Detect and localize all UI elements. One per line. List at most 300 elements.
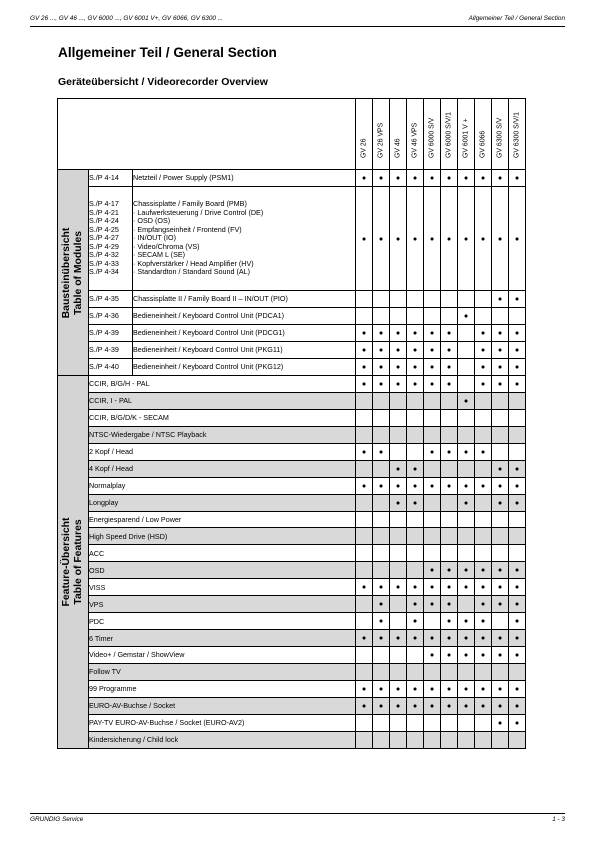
feature-label: CCIR, B/G/D/K - SECAM <box>89 409 356 426</box>
dot-mark: ● <box>441 596 458 613</box>
dot-mark: ● <box>407 359 424 376</box>
module-page-ref <box>89 291 133 308</box>
feature-row <box>58 528 526 545</box>
empty-mark <box>424 731 441 748</box>
feature-label: Video+ / Gemstar / ShowView <box>89 647 356 664</box>
empty-mark <box>492 511 509 528</box>
empty-mark <box>458 714 475 731</box>
dot-mark: ● <box>475 170 492 187</box>
dot-mark: ● <box>509 291 526 308</box>
empty-mark <box>509 545 526 562</box>
dot-mark: ● <box>509 359 526 376</box>
description-line: · Video/Chroma (VS) <box>133 241 200 251</box>
dot-mark: ● <box>492 579 509 596</box>
dot-mark: ● <box>492 494 509 511</box>
page-title: Allgemeiner Teil / General Section <box>58 45 277 60</box>
empty-mark <box>356 291 373 308</box>
dot-mark: ● <box>458 613 475 630</box>
module-row <box>58 325 526 342</box>
dot-mark: ● <box>509 376 526 393</box>
dot-mark: ● <box>458 308 475 325</box>
empty-mark <box>458 545 475 562</box>
dot-mark: ● <box>492 376 509 393</box>
dot-mark: ● <box>390 460 407 477</box>
empty-mark <box>407 545 424 562</box>
empty-mark <box>390 443 407 460</box>
dot-mark: ● <box>458 187 475 291</box>
feature-label: EURO-AV-Buchse / Socket <box>89 697 356 714</box>
dot-mark: ● <box>458 392 475 409</box>
dot-mark: ● <box>492 697 509 714</box>
empty-mark <box>458 342 475 359</box>
dot-mark: ● <box>441 187 458 291</box>
empty-mark <box>475 511 492 528</box>
empty-mark <box>407 562 424 579</box>
empty-mark <box>390 613 407 630</box>
dot-mark: ● <box>390 477 407 494</box>
description-line: Bedieneinheit / Keyboard Control Unit (PKG11) <box>133 344 283 354</box>
empty-mark <box>458 596 475 613</box>
dot-mark: ● <box>424 477 441 494</box>
page-ref-line: S./P 4-29 <box>89 241 119 251</box>
feature-label: ACC <box>89 545 356 562</box>
feature-label: VISS <box>89 579 356 596</box>
dot-mark: ● <box>441 579 458 596</box>
empty-mark <box>475 308 492 325</box>
empty-mark <box>458 291 475 308</box>
empty-mark <box>509 663 526 680</box>
empty-mark <box>390 511 407 528</box>
feature-row <box>58 511 526 528</box>
model-header-row <box>58 99 526 170</box>
feature-row <box>58 579 526 596</box>
empty-mark <box>407 409 424 426</box>
page-ref-line: S./P 4-21 <box>89 207 119 217</box>
dot-mark: ● <box>509 460 526 477</box>
dot-mark: ● <box>492 291 509 308</box>
empty-mark <box>356 647 373 664</box>
empty-mark <box>356 426 373 443</box>
module-page-ref <box>89 308 133 325</box>
page-header <box>30 14 565 27</box>
description-line: Bedieneinheit / Keyboard Control Unit (PDCA1) <box>133 310 285 320</box>
empty-mark <box>492 663 509 680</box>
empty-mark <box>424 613 441 630</box>
dot-mark: ● <box>441 325 458 342</box>
dot-mark: ● <box>356 359 373 376</box>
dot-mark: ● <box>373 680 390 697</box>
description-line: · Empfangseinheit / Frontend (FV) <box>133 224 242 234</box>
dot-mark: ● <box>441 562 458 579</box>
dot-mark: ● <box>492 325 509 342</box>
feature-row <box>58 596 526 613</box>
dot-mark: ● <box>492 460 509 477</box>
dot-mark: ● <box>407 596 424 613</box>
header-blank <box>58 99 356 170</box>
empty-mark <box>492 528 509 545</box>
page-ref-line: S./P 4-24 <box>89 216 119 226</box>
page-ref-line: S./P 4-14 <box>89 172 119 182</box>
empty-mark <box>356 308 373 325</box>
empty-mark <box>441 308 458 325</box>
header-section: Allgemeiner Teil / General Section <box>468 15 565 22</box>
empty-mark <box>458 376 475 393</box>
empty-mark <box>373 308 390 325</box>
module-description <box>133 342 356 359</box>
feature-row <box>58 477 526 494</box>
empty-mark <box>407 443 424 460</box>
feature-label: PDC <box>89 613 356 630</box>
dot-mark: ● <box>492 170 509 187</box>
dot-mark: ● <box>475 613 492 630</box>
dot-mark: ● <box>407 494 424 511</box>
dot-mark: ● <box>424 342 441 359</box>
dot-mark: ● <box>390 376 407 393</box>
dot-mark: ● <box>509 613 526 630</box>
empty-mark <box>441 460 458 477</box>
dot-mark: ● <box>458 697 475 714</box>
empty-mark <box>441 528 458 545</box>
model-header <box>509 99 526 170</box>
module-description <box>133 308 356 325</box>
feature-label: CCIR, B/G/H - PAL <box>89 376 356 393</box>
dot-mark: ● <box>441 170 458 187</box>
dot-mark: ● <box>407 680 424 697</box>
empty-mark <box>475 392 492 409</box>
dot-mark: ● <box>492 562 509 579</box>
dot-mark: ● <box>373 579 390 596</box>
model-header <box>492 99 509 170</box>
dot-mark: ● <box>509 630 526 647</box>
empty-mark <box>509 308 526 325</box>
page-ref-line: S./P 4-40 <box>89 361 119 371</box>
feature-row <box>58 392 526 409</box>
feature-row <box>58 494 526 511</box>
model-header <box>458 99 475 170</box>
feature-label: 99 Programme <box>89 680 356 697</box>
empty-mark <box>458 663 475 680</box>
empty-mark <box>475 409 492 426</box>
model-name: GV 26 VPS <box>377 122 385 158</box>
empty-mark <box>458 426 475 443</box>
empty-mark <box>424 663 441 680</box>
section-label-features <box>58 376 89 749</box>
empty-mark <box>373 426 390 443</box>
model-name: GV 26 <box>360 138 368 158</box>
dot-mark: ● <box>492 596 509 613</box>
dot-mark: ● <box>424 596 441 613</box>
empty-mark <box>356 562 373 579</box>
dot-mark: ● <box>492 630 509 647</box>
empty-mark <box>458 460 475 477</box>
module-page-ref <box>89 342 133 359</box>
model-name: GV 6000 S/V <box>428 117 436 158</box>
dot-mark: ● <box>441 443 458 460</box>
empty-mark <box>492 308 509 325</box>
model-header <box>407 99 424 170</box>
model-header <box>390 99 407 170</box>
feature-row <box>58 663 526 680</box>
dot-mark: ● <box>475 630 492 647</box>
empty-mark <box>373 545 390 562</box>
description-line: Netzteil / Power Supply (PSM1) <box>133 172 234 182</box>
description-line: Chassisplatte II / Family Board II – IN/OUT (PIO) <box>133 293 288 303</box>
empty-mark <box>458 511 475 528</box>
dot-mark: ● <box>356 325 373 342</box>
dot-mark: ● <box>441 477 458 494</box>
dot-mark: ● <box>441 342 458 359</box>
dot-mark: ● <box>390 359 407 376</box>
empty-mark <box>407 308 424 325</box>
model-name: GV 6066 <box>479 130 487 158</box>
page-ref-line: S./P 4-39 <box>89 344 119 354</box>
dot-mark: ● <box>475 376 492 393</box>
model-name: GV 6000 S/V/1 <box>445 112 453 158</box>
module-description <box>133 325 356 342</box>
feature-row <box>58 460 526 477</box>
dot-mark: ● <box>424 680 441 697</box>
empty-mark <box>356 460 373 477</box>
empty-mark <box>356 409 373 426</box>
dot-mark: ● <box>407 613 424 630</box>
dot-mark: ● <box>407 630 424 647</box>
dot-mark: ● <box>407 342 424 359</box>
dot-mark: ● <box>424 170 441 187</box>
empty-mark <box>441 291 458 308</box>
empty-mark <box>424 392 441 409</box>
dot-mark: ● <box>441 680 458 697</box>
empty-mark <box>390 596 407 613</box>
dot-mark: ● <box>509 647 526 664</box>
dot-mark: ● <box>356 187 373 291</box>
empty-mark <box>492 545 509 562</box>
empty-mark <box>509 731 526 748</box>
empty-mark <box>407 291 424 308</box>
empty-mark <box>509 511 526 528</box>
dot-mark: ● <box>492 187 509 291</box>
dot-mark: ● <box>424 630 441 647</box>
empty-mark <box>356 392 373 409</box>
page-ref-line: S./P 4-34 <box>89 267 119 277</box>
empty-mark <box>492 409 509 426</box>
dot-mark: ● <box>373 477 390 494</box>
section-title-line1: Bausteinübersicht <box>61 227 72 318</box>
dot-mark: ● <box>458 170 475 187</box>
feature-row <box>58 630 526 647</box>
page-footer <box>30 813 565 823</box>
footer-page-number: 1 - 3 <box>552 816 565 823</box>
empty-mark <box>407 511 424 528</box>
footer-company: GRUNDIG Service <box>30 816 84 823</box>
module-row <box>58 170 526 187</box>
dot-mark: ● <box>390 325 407 342</box>
empty-mark <box>441 663 458 680</box>
dot-mark: ● <box>492 680 509 697</box>
dot-mark: ● <box>492 477 509 494</box>
dot-mark: ● <box>475 187 492 291</box>
dot-mark: ● <box>475 477 492 494</box>
dot-mark: ● <box>373 359 390 376</box>
description-line: · SECAM L (SE) <box>133 250 186 260</box>
model-name: GV 6001 V + <box>462 118 470 158</box>
empty-mark <box>441 494 458 511</box>
overview-table <box>57 98 526 749</box>
empty-mark <box>475 528 492 545</box>
dot-mark: ● <box>492 359 509 376</box>
empty-mark <box>509 409 526 426</box>
empty-mark <box>441 731 458 748</box>
dot-mark: ● <box>424 443 441 460</box>
empty-mark <box>390 731 407 748</box>
model-name: GV 6300 S/V/1 <box>513 112 521 158</box>
empty-mark <box>441 426 458 443</box>
dot-mark: ● <box>458 630 475 647</box>
dot-mark: ● <box>407 187 424 291</box>
dot-mark: ● <box>441 359 458 376</box>
module-description <box>133 187 356 291</box>
module-row <box>58 359 526 376</box>
feature-label: 4 Kopf / Head <box>89 460 356 477</box>
dot-mark: ● <box>373 325 390 342</box>
dot-mark: ● <box>373 443 390 460</box>
page-ref-line: S./P 4-25 <box>89 224 119 234</box>
module-description <box>133 170 356 187</box>
empty-mark <box>373 409 390 426</box>
page-ref-line: S./P 4-17 <box>89 199 119 209</box>
empty-mark <box>458 325 475 342</box>
empty-mark <box>390 291 407 308</box>
description-line: · Kopfverstärker / Head Amplifier (HV) <box>133 258 254 268</box>
feature-row <box>58 376 526 393</box>
dot-mark: ● <box>509 477 526 494</box>
dot-mark: ● <box>509 342 526 359</box>
empty-mark <box>441 714 458 731</box>
empty-mark <box>492 613 509 630</box>
dot-mark: ● <box>441 376 458 393</box>
empty-mark <box>458 359 475 376</box>
empty-mark <box>424 714 441 731</box>
dot-mark: ● <box>373 187 390 291</box>
feature-row <box>58 613 526 630</box>
empty-mark <box>373 392 390 409</box>
empty-mark <box>458 528 475 545</box>
dot-mark: ● <box>475 596 492 613</box>
dot-mark: ● <box>441 647 458 664</box>
dot-mark: ● <box>441 697 458 714</box>
feature-label: CCIR, I - PAL <box>89 392 356 409</box>
feature-row <box>58 426 526 443</box>
empty-mark <box>509 426 526 443</box>
empty-mark <box>424 545 441 562</box>
section-title-features <box>61 517 85 606</box>
empty-mark <box>475 714 492 731</box>
empty-mark <box>356 731 373 748</box>
module-row <box>58 291 526 308</box>
feature-row <box>58 545 526 562</box>
empty-mark <box>441 545 458 562</box>
empty-mark <box>373 714 390 731</box>
description-line: · OSD (OS) <box>133 216 171 226</box>
dot-mark: ● <box>424 697 441 714</box>
empty-mark <box>424 308 441 325</box>
dot-mark: ● <box>424 579 441 596</box>
empty-mark <box>356 714 373 731</box>
dot-mark: ● <box>356 630 373 647</box>
header-models: GV 26 ..., GV 46 ..., GV 6000 ..., GV 6001 V+, GV 6066, GV 6300 ... <box>30 15 224 22</box>
feature-label: High Speed Drive (HSD) <box>89 528 356 545</box>
module-page-ref <box>89 187 133 291</box>
empty-mark <box>407 714 424 731</box>
empty-mark <box>475 291 492 308</box>
module-page-ref <box>89 170 133 187</box>
feature-row <box>58 409 526 426</box>
dot-mark: ● <box>475 562 492 579</box>
description-line: · IN/OUT (IO) <box>133 233 176 243</box>
empty-mark <box>407 663 424 680</box>
empty-mark <box>407 392 424 409</box>
module-description <box>133 359 356 376</box>
feature-label: Follow TV <box>89 663 356 680</box>
dot-mark: ● <box>475 579 492 596</box>
empty-mark <box>390 562 407 579</box>
feature-row <box>58 647 526 664</box>
dot-mark: ● <box>458 443 475 460</box>
empty-mark <box>373 647 390 664</box>
empty-mark <box>390 426 407 443</box>
module-row <box>58 308 526 325</box>
module-row <box>58 187 526 291</box>
empty-mark <box>458 731 475 748</box>
dot-mark: ● <box>492 342 509 359</box>
dot-mark: ● <box>424 562 441 579</box>
empty-mark <box>475 460 492 477</box>
dot-mark: ● <box>373 630 390 647</box>
feature-row <box>58 697 526 714</box>
empty-mark <box>356 663 373 680</box>
dot-mark: ● <box>390 494 407 511</box>
dot-mark: ● <box>407 376 424 393</box>
dot-mark: ● <box>475 342 492 359</box>
empty-mark <box>441 409 458 426</box>
empty-mark <box>373 731 390 748</box>
empty-mark <box>475 731 492 748</box>
description-line: · Standardton / Standard Sound (AL) <box>133 267 251 277</box>
model-header <box>475 99 492 170</box>
empty-mark <box>424 494 441 511</box>
dot-mark: ● <box>458 647 475 664</box>
empty-mark <box>390 528 407 545</box>
dot-mark: ● <box>407 170 424 187</box>
dot-mark: ● <box>458 579 475 596</box>
dot-mark: ● <box>407 477 424 494</box>
description-line: Bedieneinheit / Keyboard Control Unit (PKG12) <box>133 361 284 371</box>
feature-label: 2 Kopf / Head <box>89 443 356 460</box>
dot-mark: ● <box>441 630 458 647</box>
dot-mark: ● <box>509 325 526 342</box>
empty-mark <box>424 511 441 528</box>
empty-mark <box>390 663 407 680</box>
feature-label: VPS <box>89 596 356 613</box>
dot-mark: ● <box>390 170 407 187</box>
empty-mark <box>373 528 390 545</box>
dot-mark: ● <box>373 596 390 613</box>
dot-mark: ● <box>475 680 492 697</box>
empty-mark <box>373 562 390 579</box>
model-name: GV 46 <box>394 138 402 158</box>
description-line: · Laufwerksteuerung / Drive Control (DE) <box>133 207 264 217</box>
feature-label: Normalplay <box>89 477 356 494</box>
model-header <box>441 99 458 170</box>
